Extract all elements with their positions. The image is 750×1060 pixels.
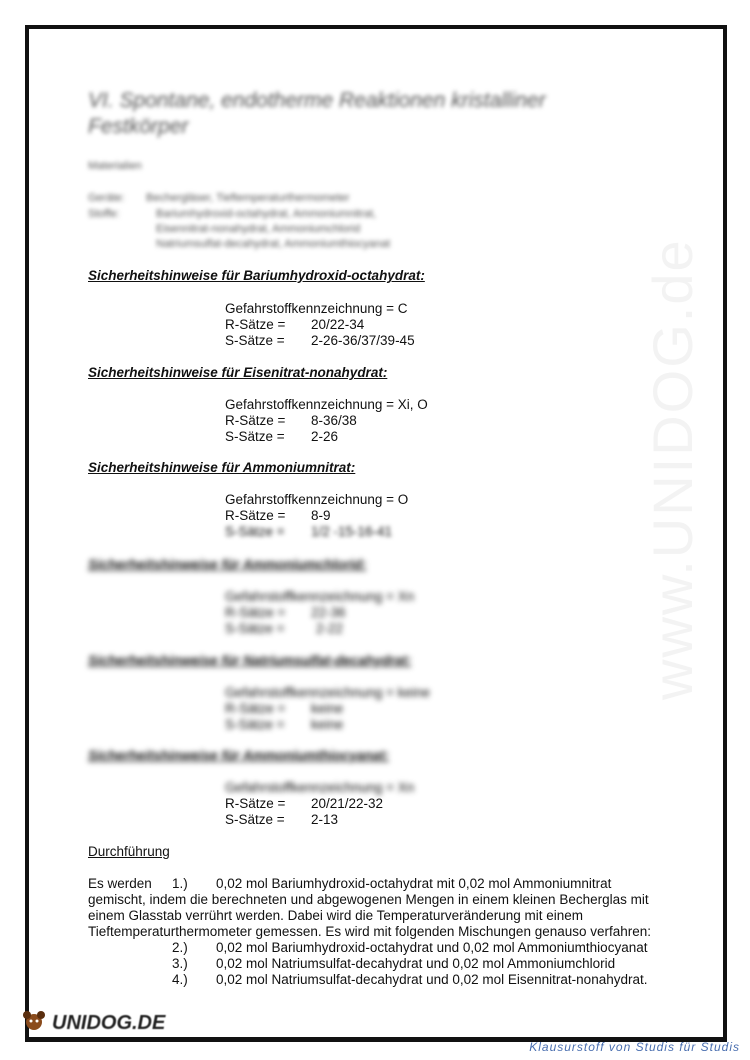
step-number: 1.) — [172, 876, 188, 891]
section-heading: Sicherheitshinweise für Ammoniumchlorid: — [88, 557, 367, 572]
step-text: 0,02 mol Natriumsulfat-decahydrat und 0,02 mol Ammoniumchlorid — [216, 956, 616, 971]
hazard-code: Gefahrstoffkennzeichnung = Xn — [225, 589, 415, 604]
geraete-label: Geräte: — [88, 192, 125, 204]
r-label: R-Sätze = — [225, 413, 286, 428]
s-value: keine — [311, 717, 344, 732]
step-number: 3.) — [172, 956, 188, 971]
footer-text: Klausurstoff von Studis für Studis — [529, 1040, 740, 1054]
s-value: 2-22 — [316, 621, 344, 636]
step-number: 4.) — [172, 972, 188, 987]
r-label: R-Sätze = — [225, 317, 286, 332]
watermark: www.UNIDOG.de — [641, 238, 704, 700]
section-heading: Sicherheitshinweise für Ammoniumthiocyanat: — [88, 748, 390, 763]
s-label: S-Sätze = — [225, 621, 285, 636]
procedure-intro: Es werden — [88, 876, 152, 891]
unidog-logo: UNIDOG.DE — [52, 1012, 166, 1034]
r-label: R-Sätze = — [225, 508, 286, 523]
hazard-code: Gefahrstoffkennzeichnung = Xi, O — [225, 397, 428, 412]
r-label: R-Sätze = — [225, 796, 286, 811]
step-text: 0,02 mol Bariumhydroxid-octahydrat und 0,02 mol Ammoniumthiocyanat — [216, 940, 648, 955]
title-line-1: VI. Spontane, endotherme Reaktionen kristalliner — [88, 89, 546, 112]
stoffe-line-2: Eisennitrat-nonahydrat, Ammoniumchlorid — [156, 223, 361, 235]
step-text: 0,02 mol Bariumhydroxid-octahydrat mit 0,02 mol Ammoniumnitrat — [216, 876, 612, 891]
s-value: 2-26 — [311, 429, 339, 444]
procedure-paragraph: gemischt, indem die berechneten und abgewogenen Mengen in einem kleinen Becherglas mit einem Glasstab verrührt werden. Dabei wird die Temperaturveränderung mit einem Tieftemperaturthermometer gemessen. Es wird mit folgenden Mischungen genauso verfahren: — [88, 892, 652, 939]
dog-logo-icon — [20, 1010, 48, 1032]
section-heading: Sicherheitshinweise für Natriumsulfat-decahydrat: — [88, 653, 412, 668]
r-label: R-Sätze = — [225, 701, 286, 716]
hazard-code: Gefahrstoffkennzeichnung = O — [225, 492, 409, 507]
hazard-code: Gefahrstoffkennzeichnung = C — [225, 301, 408, 316]
s-label: S-Sätze = — [225, 429, 285, 444]
r-value: 8-9 — [311, 508, 331, 523]
r-value: 22-36 — [311, 605, 346, 620]
r-label: R-Sätze = — [225, 605, 286, 620]
stoffe-label: Stoffe: — [88, 208, 120, 220]
section-heading: Sicherheitshinweise für Ammoniumnitrat: — [88, 460, 356, 475]
s-label: S-Sätze = — [225, 717, 285, 732]
page-title — [88, 88, 546, 140]
materials-heading: Materialien — [88, 160, 142, 172]
stoffe-line-1: Bariumhydroxid-octahydrat, Ammoniumnitrat, — [156, 208, 377, 220]
s-label: S-Sätze = — [225, 524, 285, 539]
section-heading: Sicherheitshinweise für Eisenitrat-nonahydrat: — [88, 365, 388, 380]
s-value: 2-13 — [311, 812, 339, 827]
title-line-2: Festkörper — [88, 115, 189, 138]
s-label: S-Sätze = — [225, 333, 285, 348]
step-number: 2.) — [172, 940, 188, 955]
r-value: keine — [311, 701, 344, 716]
r-value: 20/22-34 — [311, 317, 365, 332]
procedure-heading: Durchführung — [88, 844, 170, 859]
step-text: 0,02 mol Natriumsulfat-decahydrat und 0,02 mol Eisennitrat-nonahydrat. — [216, 972, 648, 987]
hazard-code: Gefahrstoffkennzeichnung = keine — [225, 685, 431, 700]
s-value: 1/2 -15-16-41 — [311, 524, 393, 539]
s-value: 2-26-36/37/39-45 — [311, 333, 415, 348]
r-value: 20/21/22-32 — [311, 796, 384, 811]
geraete-value: Bechergläser, Tieftemperaturthermometer — [146, 192, 350, 204]
section-heading: Sicherheitshinweise für Bariumhydroxid-octahydrat: — [88, 268, 425, 283]
r-value: 8-36/38 — [311, 413, 357, 428]
s-label: S-Sätze = — [225, 812, 285, 827]
stoffe-line-3: Natriumsulfat-decahydrat, Ammoniumthiocyanat — [156, 238, 391, 250]
hazard-code: Gefahrstoffkennzeichnung = Xn — [225, 780, 415, 795]
